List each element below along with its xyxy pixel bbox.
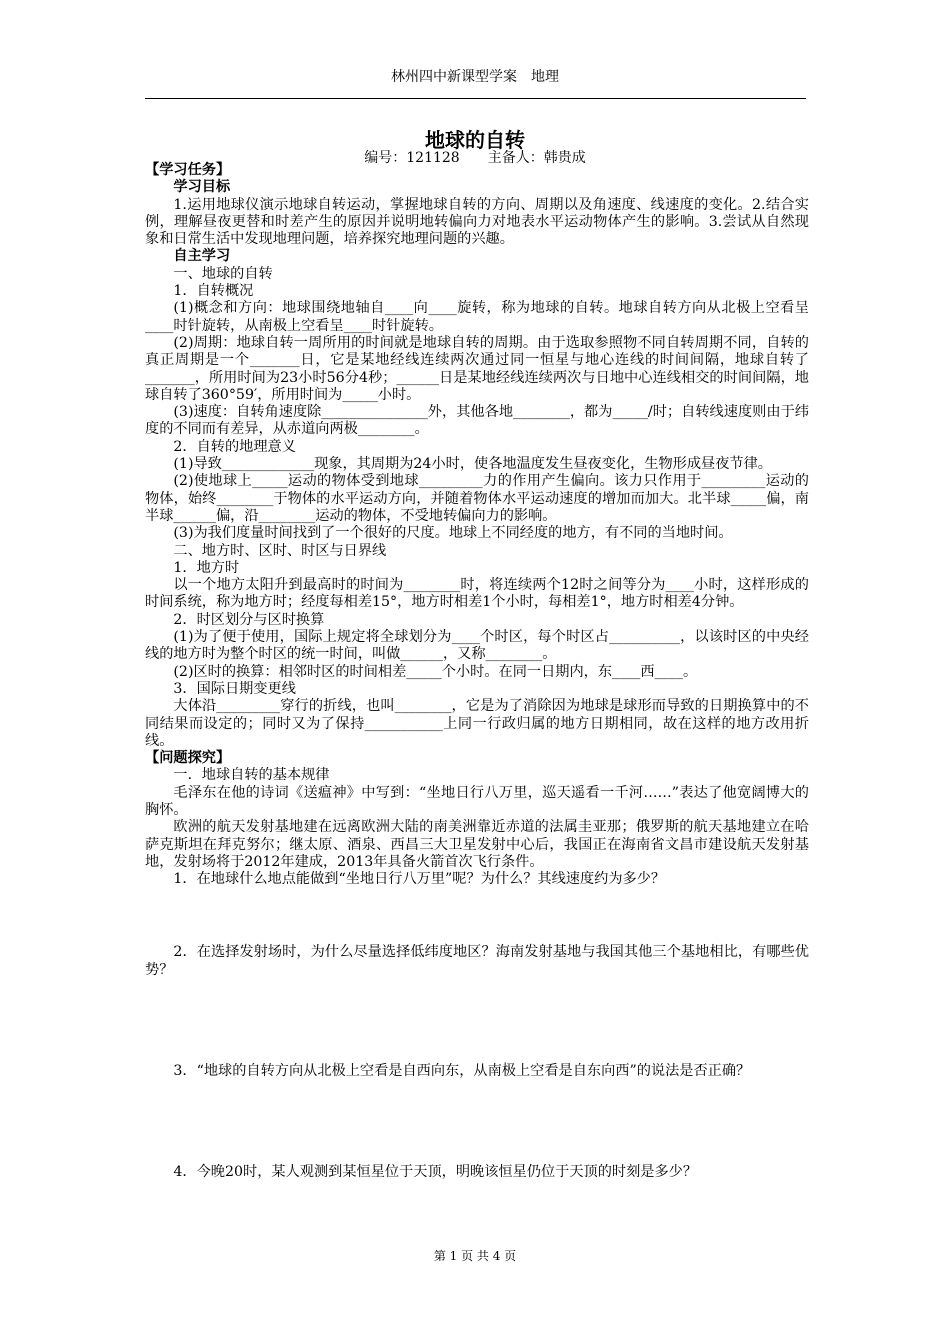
part1-heading: 一、地球的自转 — [173, 265, 273, 282]
question-2: 2．在选择发射场时，为什么尽量选择低纬度地区？海南发射基地与我国其他三个基地相比，有哪些优势？ — [145, 944, 809, 978]
page-header: 林州四中新课型学案 地理 — [391, 69, 559, 85]
question-4: 4．今晚20时，某人观测到某恒星位于天顶，明晚该恒星仍位于天顶的时刻是多少？ — [173, 1164, 698, 1181]
question-1: 1．在地球什么地点能做到“坐地日行八万里”呢？为什么？其线速度约为多少？ — [173, 871, 666, 888]
time-zone-heading: 2．时区划分与区时换算 — [173, 611, 325, 628]
rotation-concept-paragraph: (1)概念和方向：地球围绕地轴自____向____旋转，称为地球的自转。地球自转方向从北极上空看呈____时针旋转，从南极上空看呈____时针旋转。 — [145, 300, 809, 334]
explore-launch-paragraph: 欧洲的航天发射基地建在远离欧洲大陆的南美洲靠近赤道的法属圭亚那；俄罗斯的航天基地建立在哈萨克斯坦在拜克努尔；继太原、酒泉、西昌三大卫星发射中心后，我国正在海南省文昌市建设航天发射基地，发射场将于2012年建成，2013年具备火箭首次飞行条件。 — [145, 819, 809, 870]
rotation-speed-paragraph: (3)速度：自转角速度除_______________外，其他各地________，都为_____/时；自转线速度则由于纬度的不同而有差异，从赤道向两极________。 — [145, 404, 809, 438]
goals-heading: 学习目标 — [173, 179, 231, 196]
explore-subheading: 一．地球自转的基本规律 — [173, 767, 330, 784]
self-study-heading: 自主学习 — [173, 248, 231, 265]
header-divider — [145, 98, 806, 99]
goals-text: 1.运用地球仪演示地球自转运动，掌握地球自转的方向、周期以及角速度、线速度的变化。2.结合实例，理解昼夜更替和时差产生的原因并说明地转偏向力对地表水平运动物体产生的影响。3.尝试从自然现象和日常生活中发现地理问题，培养探究地理问题的兴趣。 — [145, 196, 809, 248]
rotation-overview-heading: 1．自转概况 — [173, 283, 254, 300]
rotation-period-paragraph: (2)周期：地球自转一周所用的时间就是地球自转的周期。由于选取参照物不同自转周期不同，自转的真正周期是一个_______日，它是某地经线连续两次通过同一恒星与地心连线的时间间隔，地球自转了_______，所用时间为23小时56分4秒；______日是某地经线连续两次与日地中心连线相交的时间间隔，地球自转了360°59′，所用时间为_____小时。 — [145, 334, 809, 403]
section-heading-explore: 【问题探究】 — [145, 750, 231, 767]
date-line-paragraph: 大体沿_________穿行的折线，也叫________，它是为了消除因为地球是球形而导致的日期换算中的不同结果而设定的；同时又为了保持___________上同一行政归属的地方日期相同，故在这样的地方改用折线。 — [145, 698, 809, 749]
answer-space-2 — [145, 979, 809, 1063]
page-footer: 第 1 页 共 4 页 — [433, 1249, 517, 1263]
local-time-paragraph: 以一个地方太阳升到最高时的时间为________时，将连续两个12时之间等分为____小时，这样形成的时间系统，称为地方时；经度每相差15°，地方时相差1个小时，每相差1°，地方时相差4分钟。 — [145, 577, 809, 611]
document-body — [145, 162, 809, 1182]
time-zone-paragraph: (1)为了便于使用，国际上规定将全球划分为____个时区，每个时区占__________，以该时区的中央经线的地方时为整个时区的统一时间，叫做______，又称________。 — [145, 629, 809, 663]
answer-space-3 — [145, 1080, 809, 1164]
answer-space-1 — [145, 888, 809, 944]
document-title: 地球的自转 — [425, 128, 525, 152]
document-meta: 编号：121128 主备人：韩贵成 — [364, 150, 586, 166]
day-night-paragraph: (1)导致_____________现象，其周期为24小时，使各地温度发生昼夜变化，生物形成昼夜节律。 — [173, 456, 772, 473]
question-3: 3．“地球的自转方向从北极上空看是自西向东，从南极上空看是自东向西”的说法是否正确？ — [173, 1063, 751, 1080]
local-time-heading: 1．地方时 — [173, 559, 240, 576]
explore-poem-paragraph: 毛泽东在他的诗词《送瘟神》中写到：“坐地日行八万里，巡天遥看一千河……”表达了他宽阔博大的胸怀。 — [145, 784, 809, 818]
date-line-heading: 3．国际日期变更线 — [173, 680, 296, 697]
part2-heading: 二、地方时、区时、时区与日界线 — [173, 542, 387, 559]
zone-conversion-paragraph: (2)区时的换算：相邻时区的时间相差_____个小时。在同一日期内，东____西____。 — [173, 663, 698, 680]
section-heading-task: 【学习任务】 — [145, 162, 231, 178]
coriolis-paragraph: (2)使地球上_____运动的物体受到地球_________力的作用产生偏向。该力只作用于_________运动的物体，始终________于物体的水平运动方向，并随着物体水平运动速度的增加而加大。北半球_____偏，南半球______偏，沿________运动的物体，不受地转偏向力的影响。 — [145, 473, 809, 524]
rotation-significance-heading: 2．自转的地理意义 — [173, 438, 296, 455]
time-scale-paragraph: (3)为我们度量时间找到了一个很好的尺度。地球上不同经度的地方，有不同的当地时间。 — [173, 525, 733, 542]
